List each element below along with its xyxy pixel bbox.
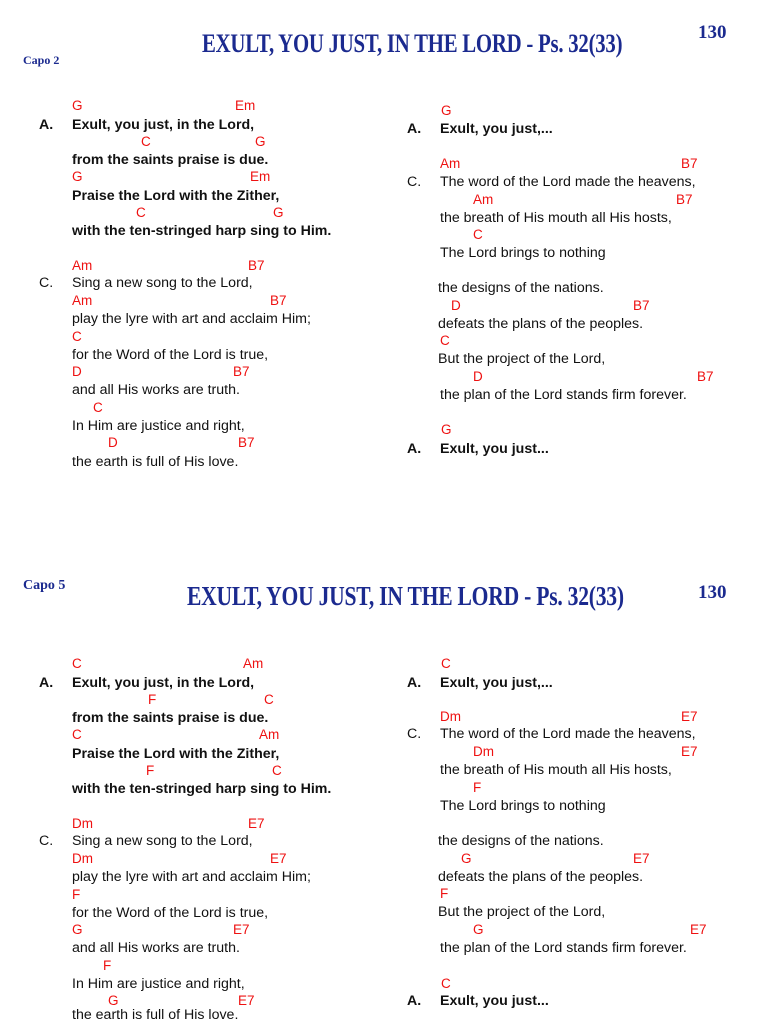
lyric-line: Praise the Lord with the Zither, xyxy=(72,746,280,762)
chord: Dm xyxy=(72,816,93,831)
lyric-line: The Lord brings to nothing xyxy=(440,798,606,814)
chord: C xyxy=(441,976,451,991)
lyric-line: But the project of the Lord, xyxy=(438,904,606,920)
chord: Am xyxy=(72,258,93,273)
page-number: 130 xyxy=(698,22,727,43)
chord: Am xyxy=(473,192,494,207)
chord: C xyxy=(440,333,450,348)
lyric-line: the plan of the Lord stands firm forever. xyxy=(440,387,687,403)
chord: C xyxy=(72,727,82,742)
lyric-line: Sing a new song to the Lord, xyxy=(72,833,253,849)
chord: B7 xyxy=(238,435,255,450)
lyric-line: The word of the Lord made the heavens, xyxy=(440,726,696,742)
capo-label: Capo 5 xyxy=(23,578,66,593)
chord: Em xyxy=(235,98,256,113)
verse-mark-c: C. xyxy=(39,275,54,291)
lyric-line: the breath of His mouth all His hosts, xyxy=(440,762,672,778)
chord: E7 xyxy=(681,709,698,724)
lyric-line: Exult, you just... xyxy=(440,441,549,457)
chord: E7 xyxy=(681,744,698,759)
chord: C xyxy=(272,763,282,778)
chord: F xyxy=(103,958,112,973)
chord: B7 xyxy=(233,364,250,379)
lyric-line: with the ten-stringed harp sing to Him. xyxy=(72,223,332,239)
lyric-line: In Him are justice and right, xyxy=(72,976,245,992)
chord: G xyxy=(108,993,119,1008)
lyric-line: from the saints praise is due. xyxy=(72,152,269,168)
verse-mark-a: A. xyxy=(39,117,54,133)
chord: D xyxy=(108,435,118,450)
chord: F xyxy=(72,887,81,902)
chord: F xyxy=(146,763,155,778)
chord: C xyxy=(473,227,483,242)
chord: G xyxy=(72,169,83,184)
chord: E7 xyxy=(248,816,265,831)
verse-mark-a: A. xyxy=(407,441,422,457)
lyric-line: Exult, you just, in the Lord, xyxy=(72,117,255,133)
chord: F xyxy=(148,692,157,707)
chord: C xyxy=(441,656,451,671)
lyric-line: the earth is full of His love. xyxy=(72,1007,239,1023)
chord: B7 xyxy=(681,156,698,171)
lyric-line: Exult, you just, in the Lord, xyxy=(72,675,255,691)
chord: F xyxy=(473,780,482,795)
lyric-line: In Him are justice and right, xyxy=(72,418,245,434)
chord: G xyxy=(441,103,452,118)
song-title: EXULT, YOU JUST, IN THE LORD - Ps. 32(33) xyxy=(202,29,623,58)
chord: D xyxy=(451,298,461,313)
lyric-line: defeats the plans of the peoples. xyxy=(438,869,644,885)
lyric-line: for the Word of the Lord is true, xyxy=(72,347,269,363)
chord: G xyxy=(72,98,83,113)
lyric-line: Exult, you just,... xyxy=(440,675,553,691)
chord: E7 xyxy=(238,993,255,1008)
chord: Dm xyxy=(440,709,461,724)
chord: C xyxy=(72,656,82,671)
verse-mark-a: A. xyxy=(39,675,54,691)
lyric-line: The word of the Lord made the heavens, xyxy=(440,174,696,190)
lyric-line: for the Word of the Lord is true, xyxy=(72,905,269,921)
lyric-line: Sing a new song to the Lord, xyxy=(72,275,253,291)
lyric-line: with the ten-stringed harp sing to Him. xyxy=(72,781,332,797)
lyric-line: Praise the Lord with the Zither, xyxy=(72,188,280,204)
lyric-line: Exult, you just,... xyxy=(440,121,553,137)
lyric-line: the breath of His mouth all His hosts, xyxy=(440,210,672,226)
verse-mark-a: A. xyxy=(407,121,422,137)
chord: Dm xyxy=(72,851,93,866)
chord: B7 xyxy=(248,258,265,273)
lyric-line: and all His works are truth. xyxy=(72,940,240,956)
lyric-line: Exult, you just... xyxy=(440,993,549,1009)
chord: C xyxy=(72,329,82,344)
chord: E7 xyxy=(233,922,250,937)
chord: D xyxy=(473,369,483,384)
chord: Em xyxy=(250,169,271,184)
chord: E7 xyxy=(633,851,650,866)
chord: Am xyxy=(440,156,461,171)
chord: E7 xyxy=(270,851,287,866)
chord: G xyxy=(273,205,284,220)
chord: F xyxy=(440,886,449,901)
chord: Am xyxy=(243,656,264,671)
chord: G xyxy=(461,851,472,866)
lyric-line: the designs of the nations. xyxy=(438,833,604,849)
chord: C xyxy=(264,692,274,707)
song-title: EXULT, YOU JUST, IN THE LORD - Ps. 32(33) xyxy=(187,581,624,611)
capo-label: Capo 2 xyxy=(23,53,60,67)
verse-mark-a: A. xyxy=(407,993,422,1009)
lyric-line: defeats the plans of the peoples. xyxy=(438,316,644,332)
lyric-line: the earth is full of His love. xyxy=(72,454,239,470)
chord: C xyxy=(136,205,146,220)
chord: B7 xyxy=(270,293,287,308)
chord: B7 xyxy=(633,298,650,313)
chord: C xyxy=(141,134,151,149)
lyric-line: play the lyre with art and acclaim Him; xyxy=(72,869,311,885)
chord: Dm xyxy=(473,744,494,759)
page-number: 130 xyxy=(698,582,727,603)
lyric-line: and all His works are truth. xyxy=(72,382,240,398)
chord: E7 xyxy=(690,922,707,937)
chord: G xyxy=(473,922,484,937)
lyric-line: the designs of the nations. xyxy=(438,280,604,296)
verse-mark-c: C. xyxy=(39,833,54,849)
chord: G xyxy=(441,422,452,437)
chord: C xyxy=(93,400,103,415)
verse-mark-a: A. xyxy=(407,675,422,691)
lyric-line: play the lyre with art and acclaim Him; xyxy=(72,311,311,327)
chord: G xyxy=(72,922,83,937)
chord: Am xyxy=(72,293,93,308)
chord: B7 xyxy=(697,369,714,384)
chord: G xyxy=(255,134,266,149)
lyric-line: from the saints praise is due. xyxy=(72,710,269,726)
verse-mark-c: C. xyxy=(407,726,422,742)
chord: Am xyxy=(259,727,280,742)
lyric-line: The Lord brings to nothing xyxy=(440,245,606,261)
lyric-line: But the project of the Lord, xyxy=(438,351,606,367)
lyric-line: the plan of the Lord stands firm forever. xyxy=(440,940,687,956)
chord: B7 xyxy=(676,192,693,207)
verse-mark-c: C. xyxy=(407,174,422,190)
chord: D xyxy=(72,364,82,379)
